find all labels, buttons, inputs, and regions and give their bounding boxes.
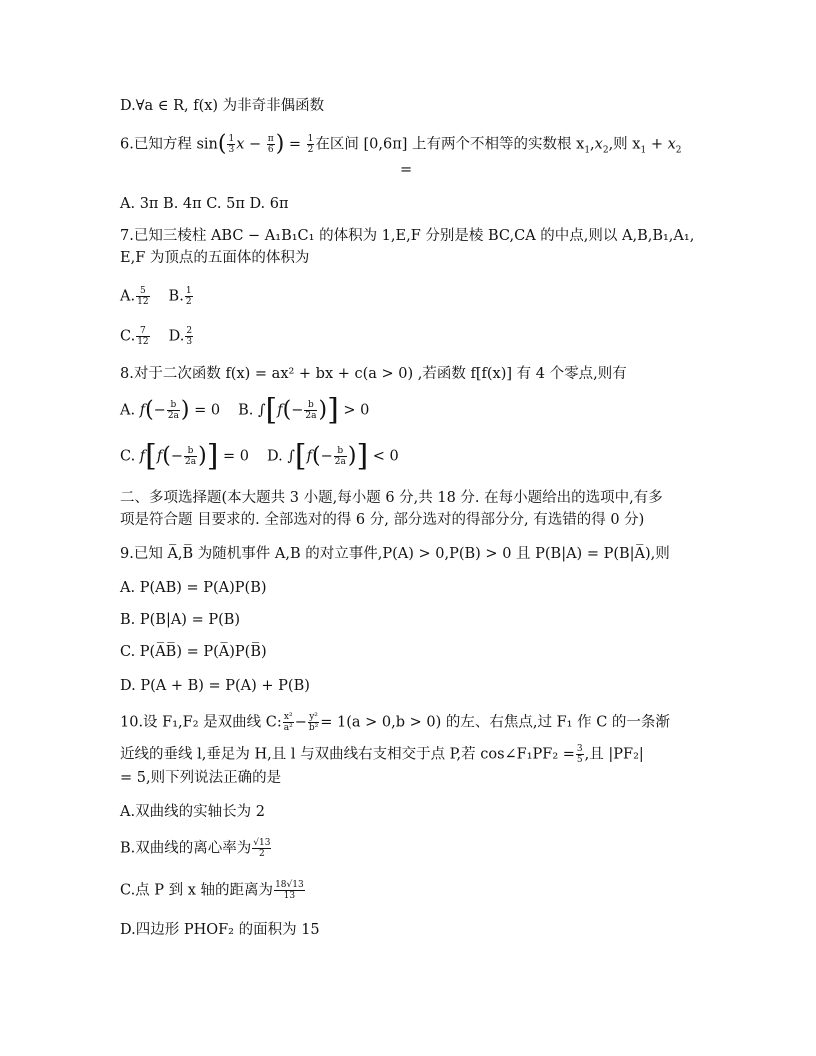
q7-options-cd [120, 326, 194, 347]
q10-option-b-frac: $\frac{√13}{2}$ [253, 838, 271, 859]
q10-frac-x2-a2: $\frac{\text{x²}}{\text{a²}}$ [283, 712, 293, 733]
q10-option-a: A.双曲线的实轴长为 2 [120, 804, 265, 820]
q5-option-d: D.∀a ∈ R, f(x) 为非奇非偶函数 [120, 98, 325, 114]
q7-stem-line1: 7.已知三棱柱 ABC − A₁B₁C₁ 的体积为 1,E,F 分别是棱 BC,CA 的中点,则以 A,B,B₁,A₁, [120, 228, 695, 244]
q7-option-d-frac: $\frac{2}{3}$ [186, 326, 193, 347]
q10-option-b: B.双曲线的离心率为 $\frac{√13}{2}$ [120, 838, 271, 859]
q10-stem-line1: 10.设 F₁,F₂ 是双曲线 C: $\frac{\text{x²}}{\text{a²}}$ − $\frac{\text{y²}}{\text{b²}}$ = 1(a > 0,b > 0) 的左、右焦点,过 F₁ 作 C 的一条渐 [120, 712, 670, 733]
q7-option-b-frac: $\frac{1}{2}$ [185, 286, 192, 307]
q6-stem: 6.已知方程 sin( $\frac{1}{3}$ x − $\frac{\pi}{6}$ ) = $\frac{1}{2}$ 在区间 [0,6π] 上有两个不相等的实数根 $x_1,x_2$,则 $x_1 + x_2$ [120, 131, 682, 157]
q7-option-d-label: D. [168, 328, 185, 345]
q6-stem-mid: 在区间 [0,6π] 上有两个不相等的实数根 x [315, 136, 585, 153]
q8-options-ab: A. f(− $\frac{b}{2a}$ ) = 0 B. ∫[f(− $\frac{b}{2a}$ )] > 0 [120, 392, 370, 428]
q7-option-a-frac: $\frac{5}{12}$ [137, 286, 149, 307]
section2-heading-line2: 项是符合题 目要求的. 全部选对的得 6 分, 部分选对的得部分分, 有选错的得 0 分) [120, 512, 645, 528]
q7-stem-line2: E,F 为顶点的五面体的体积为 [120, 250, 310, 266]
q9-option-d: D. P(A + B) = P(A) + P(B) [120, 678, 310, 694]
q6-options: A. 3π B. 4π C. 5π D. 6π [120, 196, 289, 212]
q7-options-ab [120, 286, 194, 307]
q7-option-a-label: A. [120, 288, 136, 305]
q10-stem-prefix: 10.设 F₁,F₂ 是双曲线 C: [120, 714, 282, 731]
q10-stem-suffix: = 1(a > 0,b > 0) 的左、右焦点,过 F₁ 作 C 的一条渐 [320, 714, 670, 731]
q6-frac-pi-6: $\frac{\pi}{6}$ [267, 134, 274, 155]
q7-option-c-label: C. [120, 328, 136, 345]
q10-frac-3-5: $\frac{3}{5}$ [576, 744, 583, 765]
q9-option-c: C. P(A̅B̅) = P(A̅)P(B̅) [120, 644, 267, 660]
q6-frac-1-2: $\frac{1}{2}$ [307, 134, 314, 155]
q10-stem-line2: 近线的垂线 l,垂足为 H,且 l 与双曲线右支相交于点 P,若 cos∠F₁PF₂ = $\frac{3}{5}$ ,且 |PF₂| [120, 744, 644, 765]
q6-stem-suffix: ,则 x [608, 136, 641, 153]
q10-option-d: D.四边形 PHOF₂ 的面积为 15 [120, 922, 320, 938]
q6-stem-prefix: 6.已知方程 sin [120, 136, 218, 153]
q10-frac-y2-b2: $\frac{\text{y²}}{\text{b²}}$ [308, 712, 319, 733]
q6-frac-1-3: $\frac{1}{3}$ [228, 134, 235, 155]
q10-stem-line3: = 5,则下列说法正确的是 [120, 770, 282, 786]
q10-option-c: C.点 P 到 x 轴的距离为 $\frac{18√13}{13}$ [120, 880, 304, 901]
q9-option-a: A. P(AB) = P(A)P(B) [120, 580, 267, 596]
q6-equals: = [400, 162, 413, 178]
q8-stem: 8.对于二次函数 f(x) = ax² + bx + c(a > 0) ,若函数 f[f(x)] 有 4 个零点,则有 [120, 366, 627, 382]
q9-option-b: B. P(B|A) = P(B) [120, 612, 241, 628]
section2-heading-line1: 二、多项选择题(本大题共 3 小题,每小题 6 分,共 18 分. 在每小题给出的选项中,有多 [120, 490, 663, 506]
q8-options-cd: C. f[f(− $\frac{b}{2a}$ )] = 0 D. ∫[f(− $\frac{b}{2a}$ )] < 0 [120, 438, 399, 474]
q7-option-c-frac: $\frac{7}{12}$ [137, 326, 149, 347]
q9-stem: 9.已知 A̅,B̅ 为随机事件 A,B 的对立事件,P(A) > 0,P(B) > 0 且 P(B|A) = P(B|A̅),则 [120, 546, 670, 562]
q10-option-c-frac: $\frac{18√13}{13}$ [275, 880, 304, 901]
q7-option-b-label: B. [168, 288, 184, 305]
